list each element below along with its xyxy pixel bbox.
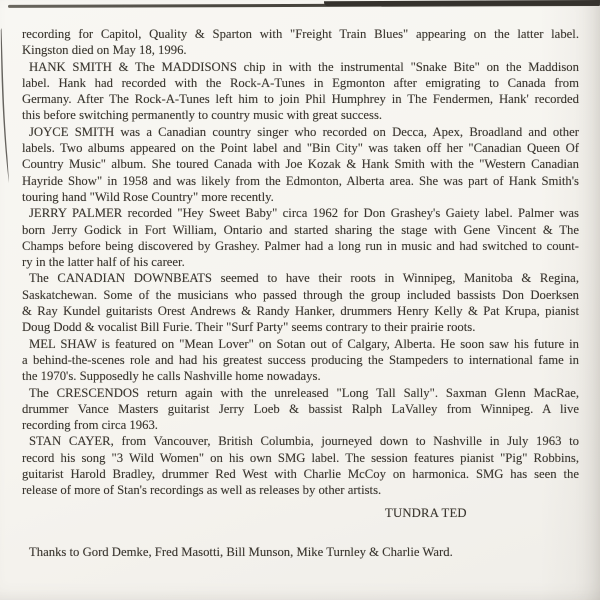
- paragraph: [22, 433, 579, 498]
- text-line: STAN CAYER, from Vancouver, British Columbia, journeyed down to Nashville in July 1963 to: [29, 434, 579, 449]
- text-line: labels. Two albums appeared on the Point label and "Bin City" was taken off her "Canadian Queen Of: [22, 141, 579, 156]
- text-line: born Jerry Godick in Fort William, Ontario and started sharing the stage with Gene Vincent & The: [22, 222, 579, 237]
- text-line: a behind-the-scenes role and had his greatest success producing the Stampeders to international fame in: [22, 352, 579, 367]
- text-line: release of more of Stan's recordings as well as releases by other artists.: [22, 483, 382, 498]
- liner-notes-text: [22, 26, 579, 560]
- text-line: ry in the latter half of his career.: [22, 255, 185, 270]
- paragraph: [22, 26, 579, 59]
- text-line: Kingston died on May 18, 1996.: [22, 43, 187, 58]
- paragraph: [22, 385, 579, 434]
- text-line: Champs before being discovered by Grashey. Palmer had a long run in music and had switched to count-: [22, 238, 579, 253]
- text-line: Country Music" album. She toured Canada with Joe Kozak & Hank Smith with the "Western Canadian: [22, 157, 579, 172]
- text-line: recording for Capitol, Quality & Sparton with "Freight Train Blues" appearing on the latter label.: [22, 27, 579, 41]
- text-line: The CRESCENDOS return again with the unreleased "Long Tall Sally". Saxman Glenn MacRae,: [29, 385, 579, 400]
- credits-line: Thanks to Gord Demke, Fred Masotti, Bill Munson, Mike Turnley & Charlie Ward.: [29, 544, 453, 559]
- paragraphs-container: [22, 26, 579, 499]
- paragraph: [22, 336, 579, 385]
- paragraph: [22, 205, 579, 270]
- text-line: The CANADIAN DOWNBEATS seemed to have their roots in Winnipeg, Manitoba & Regina,: [29, 271, 579, 286]
- paragraph: [22, 124, 579, 205]
- text-line: label. Hank had recorded with the Rock-A-Tunes in Egmonton after emigrating to Canada from: [22, 75, 579, 90]
- text-line: Germany. After The Rock-A-Tunes left him to join Phil Humphrey in The Fendermen, Hank' recorded: [22, 92, 579, 107]
- text-line: drummer Vance Masters guitarist Jerry Loeb & bassist Ralph LaValley from Winnipeg. A live: [22, 401, 579, 416]
- text-line: recording from circa 1963.: [22, 418, 158, 433]
- paragraph: [22, 59, 579, 124]
- text-line: HANK SMITH & The MADDISONS chip in with the instrumental "Snake Bite" on the Maddison: [29, 59, 579, 74]
- author-signature: TUNDRA TED: [385, 505, 467, 520]
- text-line: this before switching permanently to country music with great success.: [22, 108, 383, 123]
- text-line: MEL SHAW is featured on "Mean Lover" on Sotan out of Calgary, Alberta. He soon saw his future in: [29, 336, 579, 351]
- text-line: the 1970's. Supposedly he calls Nashville home nowadays.: [22, 369, 321, 384]
- text-line: JOYCE SMITH was a Canadian country singer who recorded on Decca, Apex, Broadland and other: [29, 124, 579, 139]
- text-line: record his song "3 Wild Women" on his own SMG label. The session features pianist "Pig" Robbins,: [22, 450, 579, 465]
- text-line: Hayride Show" in 1958 and was likely from the Edmonton, Alberta area. She was part of Hank Smith's: [22, 173, 579, 188]
- text-line: touring hand "Wild Rose Country" more recently.: [22, 189, 274, 204]
- text-line: guitarist Harold Bradley, drummer Red West with Charlie McCoy on harmonica. SMG has seen the: [22, 467, 579, 482]
- text-line: Saskatchewan. Some of the musicians who passed through the group included bassists Don Doerksen: [22, 287, 579, 302]
- paragraph: [22, 270, 579, 335]
- text-line: & Ray Kundel guitarists Orest Andrews & Randy Hanker, drummers Henry Kelly & Pat Krupa, pianist: [22, 304, 579, 319]
- scan-left-edge-artifact: [0, 0, 14, 200]
- text-line: Doug Dodd & vocalist Bill Furie. Their "Surf Party" seems contrary to their prairie roots.: [22, 320, 476, 335]
- text-line: JERRY PALMER recorded "Hey Sweet Baby" circa 1962 for Don Grashey's Gaiety label. Palmer was: [29, 206, 579, 221]
